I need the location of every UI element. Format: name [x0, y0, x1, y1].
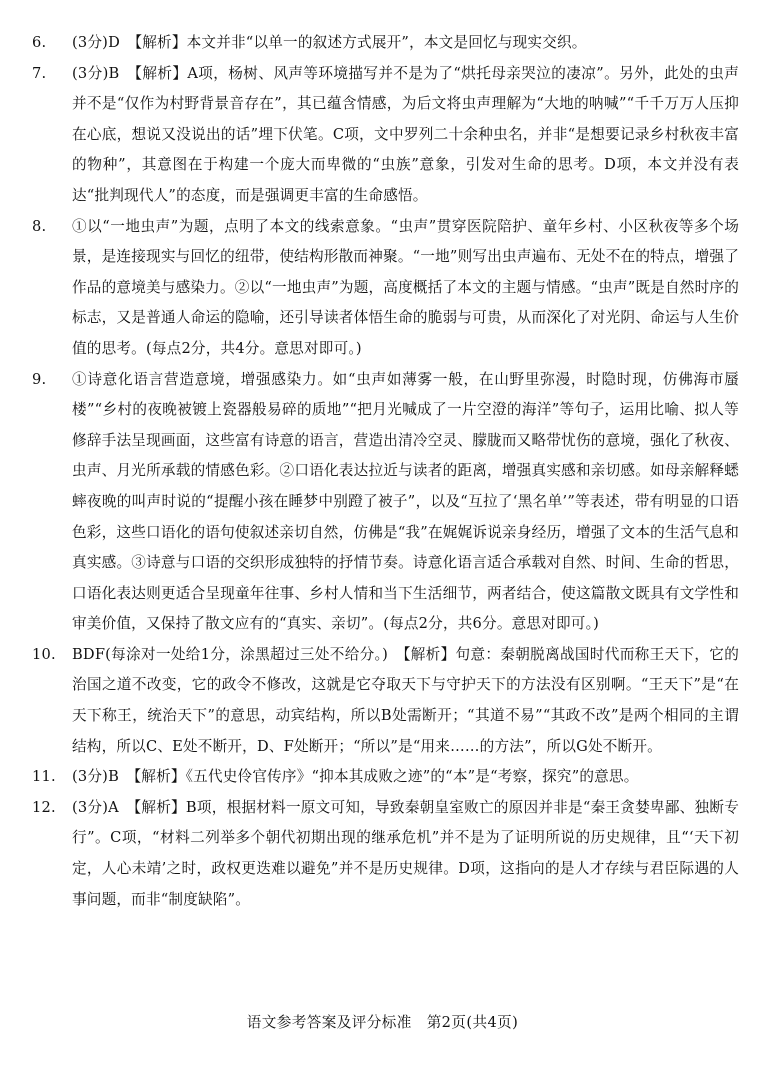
answer-item-12 [32, 793, 739, 915]
answer-item-11 [32, 762, 739, 793]
answer-text: (3分)B 【解析】《五代史伶官传序》“抑本其成败之迹”的“本”是“考察，探究”的意思。 [72, 768, 639, 786]
answer-text: (3分)A 【解析】B项，根据材料一原文可知，导致秦朝皇室败亡的原因并非是“秦王贪婪卑鄙、独断专行”。C项，“材料二列举多个朝代初期出现的继承危机”并不是为了证明所说的历史规律，且“‘天下初定，人心未靖’之时，政权更迭难以避免”并不是历史规律。D项，这指向的是人才存续与君臣际遇的人事问题，而非“制度缺陷”。 [72, 798, 739, 908]
answer-number: 6. [32, 34, 47, 51]
answer-item-9 [32, 365, 739, 640]
answer-number: 12. [32, 798, 56, 816]
answer-item-6 [32, 28, 739, 59]
page-footer: 语文参考答案及评分标准 第2页(共4页) [246, 1014, 519, 1031]
answer-item-10 [32, 640, 739, 762]
answer-item-7 [32, 59, 739, 212]
answer-text: BDF(每涂对一处给1分，涂黑超过三处不给分。) 【解析】句意：秦朝脱离战国时代而称王天下，它的治国之道不改变，它的政令不修改，这就是它夺取天下与守护天下的方法没有区别啊。“王天下”是“在天下称王，统治天下”的意思，动宾结构，所以B处需断开；“其道不易”“其政不改”是两个相同的主谓结构，所以C、E处不断开，D、F处断开；“所以”是“用来……的方法”，所以G处不断开。 [72, 645, 739, 755]
answer-number: 8. [32, 217, 47, 235]
answer-text: ①诗意化语言营造意境，增强感染力。如“虫声如薄雾一般，在山野里弥漫，时隐时现，仿佛海市蜃楼”“乡村的夜晚被镀上瓷器般易碎的质地”“把月光喊成了一片空澄的海洋”等句子，运用比喻、拟人等修辞手法呈现画面，这些富有诗意的语言，营造出清冷空灵、朦胧而又略带忧伤的意境，强化了秋夜、虫声、月光所承载的情感色彩。②口语化表达拉近与读者的距离，增强真实感和亲切感。如母亲解释蟋蟀夜晚的叫声时说的“提醒小孩在睡梦中别蹬了被子”，以及“互拉了‘黑名单’”等表述，带有明显的口语色彩，这些口语化的语句使叙述亲切自然，仿佛是“我”在娓娓诉说亲身经历，增强了文本的生活气息和真实感。③诗意与口语的交织形成独特的抒情节奏。诗意化语言适合承载对自然、时间、生命的哲思，口语化表达则更适合呈现童年往事、乡村人情和当下生活细节，两者结合，使这篇散文既具有文学性和审美价值，又保持了散文应有的“真实、亲切”。(每点2分，共6分。意思对即可。) [72, 370, 739, 633]
answer-number: 9. [32, 370, 47, 388]
answer-number: 7. [32, 64, 47, 82]
answer-text: ①以“一地虫声”为题，点明了本文的线索意象。“虫声”贯穿医院陪护、童年乡村、小区秋夜等多个场景，是连接现实与回忆的纽带，使结构形散而神聚。“一地”则写出虫声遍布、无处不在的特点，增强了作品的意境美与感染力。②以“一地虫声”为题，高度概括了本文的主题与情感。“虫声”既是自然时序的标志，又是普通人命运的隐喻，还引导读者体悟生命的脆弱与可贵，从而深化了对光阴、命运与人生价值的思考。(每点2分，共4分。意思对即可。) [72, 217, 739, 357]
answer-number: 11. [32, 768, 56, 786]
answer-number: 10. [32, 645, 56, 663]
answer-item-8 [32, 212, 739, 365]
answer-text: (3分)B 【解析】A项，杨树、风声等环境描写并不是为了“烘托母亲哭泣的凄凉”。另外，此处的虫声并不是“仅作为村野背景音存在”，其已蕴含情感，为后文将虫声理解为“大地的呐喊”“千千万万人压抑在心底，想说又没说出的话”埋下伏笔。C项，文中罗列二十余种虫名，并非“是想要记录乡村秋夜丰富的物种”，其意图在于构建一个庞大而卑微的“虫族”意象，引发对生命的思考。D项，本文并没有表达“批判现代人”的态度，而是强调更丰富的生命感悟。 [72, 64, 739, 204]
answer-text: (3分)D 【解析】本文并非“以单一的叙述方式展开”，本文是回忆与现实交织。 [72, 34, 587, 51]
